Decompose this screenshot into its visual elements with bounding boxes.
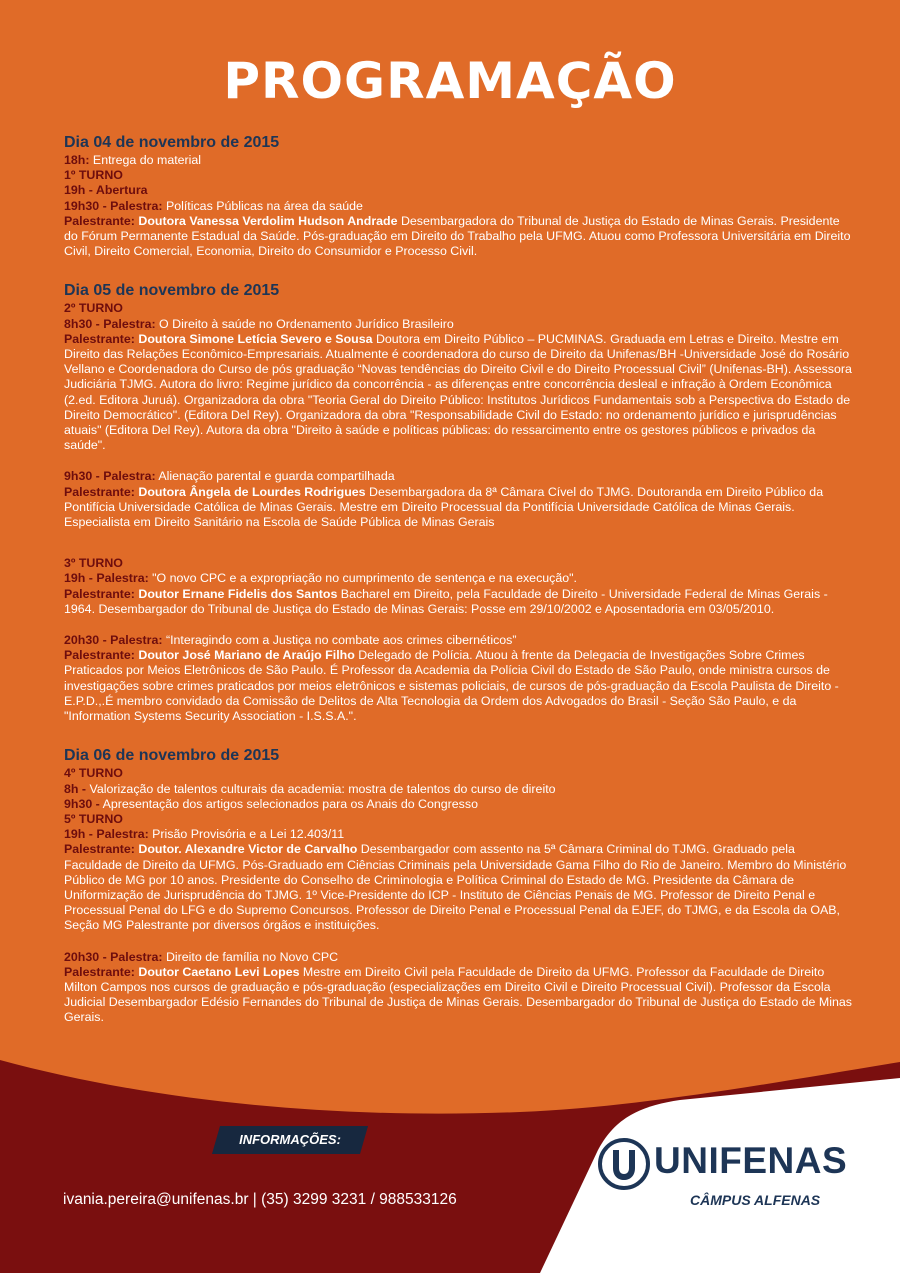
line-label: Palestrante: bbox=[64, 842, 135, 857]
program-line bbox=[64, 571, 854, 586]
line-label: Palestrante: bbox=[64, 484, 135, 499]
program-line bbox=[64, 587, 854, 617]
program-line bbox=[64, 199, 854, 214]
section-gap bbox=[64, 453, 854, 469]
program-line bbox=[64, 633, 854, 648]
line-label: 2º TURNO bbox=[64, 301, 123, 316]
line-label: 3º TURNO bbox=[64, 556, 123, 571]
speaker-name: Doutora Simone Letícia Severo e Sousa bbox=[134, 331, 373, 346]
line-text: Delegado de Polícia. Atuou à frente da Delegacia de Investigações Sobre Crimes Praticados por Meios Eletrônicos de São Paulo. É Professor da Academia da Polícia Civil do Estado de São Paulo, onde ministra cursos de investigações sobre crimes praticados por meios eletrônicos e sistemas policiais, de cursos de pós-graduação da Escola Paulista de Direito - E.P.D.,.É membro convidado da Comissão de Delitos de Alta Tecnologia da Ordem dos Advogados do Brasil - Seção São Paulo, e da "Information Systems Security Association - I.S.S.A.". bbox=[64, 648, 839, 724]
program-line bbox=[64, 317, 854, 332]
line-label: 20h30 - Palestra: bbox=[64, 633, 163, 648]
program-line bbox=[64, 766, 854, 781]
program-line bbox=[64, 214, 854, 260]
speaker-name: Doutor Ernane Fidelis dos Santos bbox=[134, 586, 338, 601]
line-label: 19h - Palestra: bbox=[64, 827, 149, 842]
contact-info: ivania.pereira@unifenas.br | (35) 3299 3231 / 988533126 bbox=[63, 1191, 457, 1208]
line-label: 9h30 - bbox=[64, 796, 100, 811]
line-text: Apresentação dos artigos selecionados para os Anais do Congresso bbox=[99, 796, 478, 811]
line-label: Palestrante: bbox=[64, 331, 135, 346]
program-line bbox=[64, 797, 854, 812]
line-text: Bacharel em Direito, pela Faculdade de Direito - Universidade Federal de Minas Gerais - 1964. Desembargador do Tribunal de Justiça do Estado de Minas Gerais: Posse em 29/10/2002 e Aposentadoria em 03/05/2010. bbox=[64, 586, 828, 616]
program-line bbox=[64, 469, 854, 484]
line-text: Valorização de talentos culturais da academia: mostra de talentos do curso de direito bbox=[86, 781, 556, 796]
page-title: PROGRAMAÇÃO bbox=[223, 52, 677, 110]
speaker-name: Doutor. Alexandre Victor de Carvalho bbox=[134, 842, 358, 857]
program-line bbox=[64, 556, 854, 571]
line-text: O Direito à saúde no Ordenamento Jurídico Brasileiro bbox=[155, 316, 454, 331]
program-line bbox=[64, 183, 854, 198]
program-line bbox=[64, 812, 854, 827]
line-label: 19h30 - Palestra: bbox=[64, 198, 163, 213]
logo-name: UNIFENAS bbox=[654, 1140, 848, 1181]
program-line bbox=[64, 301, 854, 316]
speaker-name: Doutora Ângela de Lourdes Rodrigues bbox=[134, 484, 366, 499]
unifenas-logo-icon bbox=[598, 1138, 650, 1190]
section-gap bbox=[64, 617, 854, 633]
program-line bbox=[64, 485, 854, 531]
info-label: INFORMAÇÕES: bbox=[239, 1132, 341, 1147]
line-label: 18h: bbox=[64, 153, 90, 167]
line-text: Alienação parental e guarda compartilhada bbox=[155, 469, 395, 484]
line-label: 8h - bbox=[64, 781, 87, 796]
line-text: Desembargadora da 8ª Câmara Cível do TJMG. Doutoranda em Direito Público da Pontifícia Universidade Católica de Minas Gerais. Mestre em Direito Processual da Pontifícia Universidade Católica de Minas Gerais. Especialista em Direito Sanitário na Escola de Saúde Pública de Minas Gerais bbox=[64, 484, 824, 530]
program-line bbox=[64, 827, 854, 842]
day-title: Dia 06 de novembro de 2015 bbox=[64, 747, 280, 765]
speaker-name: Doutor Caetano Levi Lopes bbox=[134, 964, 300, 979]
line-label: Palestrante: bbox=[64, 213, 135, 228]
day-title: Dia 05 de novembro de 2015 bbox=[64, 282, 280, 300]
line-label: 1º TURNO bbox=[64, 168, 123, 183]
line-label: 8h30 - Palestra: bbox=[64, 316, 156, 331]
line-text: “Interagindo com a Justiça no combate aos crimes cibernéticos” bbox=[162, 633, 517, 648]
program-line bbox=[64, 153, 854, 168]
line-text: "O novo CPC e a expropriação no cumprimento de sentença e na execução". bbox=[148, 571, 577, 586]
line-label: 20h30 - Palestra: bbox=[64, 949, 163, 964]
line-text: Entrega do material bbox=[89, 153, 202, 167]
program-line bbox=[64, 842, 854, 933]
section-gap bbox=[64, 530, 854, 556]
day-title: Dia 04 de novembro de 2015 bbox=[64, 134, 280, 151]
program-line bbox=[64, 782, 854, 797]
line-text: Políticas Públicas na área da saúde bbox=[162, 198, 363, 213]
line-label: 4º TURNO bbox=[64, 766, 123, 781]
line-label: Palestrante: bbox=[64, 964, 135, 979]
day-gap bbox=[64, 724, 854, 746]
line-text: Desembargador com assento na 5ª Câmara Criminal do TJMG. Graduado pela Faculdade de Direito da UFMG. Pós-Graduado em Ciências Criminais pela Universidade Gama Filho do Rio de Janeiro. Membro do Ministério Público de MG por 10 anos. Presidente do Conselho de Criminologia e Política Criminal do Estado de MG. Presidente da Câmara de Uniformização de Jurisprudência do TJMG. 1º Vice-Presidente do ICP - Instituto de Ciências Penais de MG. Professor de Direito Penal e Processual Penal do LFG e do Supremo Concursos. Professor de Direito Penal e Processual Penal da EJEF, do TJMG, e da Escola da OAB, Seção MG Palestrante por diversos órgãos e instituições. bbox=[64, 842, 847, 933]
line-text: Direito de família no Novo CPC bbox=[162, 949, 339, 964]
speaker-name: Doutora Vanessa Verdolim Hudson Andrade bbox=[134, 213, 398, 228]
line-label: 5º TURNO bbox=[64, 811, 123, 826]
day-gap bbox=[64, 259, 854, 281]
line-text: Mestre em Direito Civil pela Faculdade de Direito da UFMG. Professor da Faculdade de Direito Milton Campos nos cursos de graduação e pós-graduação (especializações em Direito Civil e Direito Processual Civil). Professor da Escola Judicial Desembargador Edésio Fernandes do Tribunal de Justiça de Minas Gerais. Desembargador do Tribunal de Justiça do Estado de Minas Gerais. bbox=[64, 964, 852, 1025]
line-label: 19h - Abertura bbox=[64, 183, 148, 198]
line-label: 19h - Palestra: bbox=[64, 571, 149, 586]
program-line bbox=[64, 965, 854, 1026]
line-text: Desembargadora do Tribunal de Justiça do Estado de Minas Gerais. Presidente do Fórum Permanente Estadual da Saúde. Pós-graduação em Direito do Trabalho pela UFMG. Atuou como Professora Universitária em Direito Civil, Direito Comercial, Economia, Direito do Consumidor e Processo Civil. bbox=[64, 213, 851, 259]
line-text: Prisão Provisória e a Lei 12.403/11 bbox=[148, 827, 345, 842]
line-label: 9h30 - Palestra: bbox=[64, 469, 156, 484]
program-line bbox=[64, 332, 854, 454]
section-gap bbox=[64, 934, 854, 950]
line-label: Palestrante: bbox=[64, 586, 135, 601]
logo-subtitle: CÂMPUS ALFENAS bbox=[690, 1192, 821, 1208]
unifenas-logo bbox=[598, 1136, 848, 1216]
speaker-name: Doutor José Mariano de Araújo Filho bbox=[134, 648, 355, 663]
program-line bbox=[64, 950, 854, 965]
program-line bbox=[64, 168, 854, 183]
line-label: Palestrante: bbox=[64, 648, 135, 663]
line-text: Doutora em Direito Público – PUCMINAS. Graduada em Letras e Direito. Mestre em Direito das Relações Econômico-Empresariais. Atualmente é coordenadora do curso de Direito da Unifenas/BH -Universidade José do Rosário Vellano e Coordenadora do Curso de pós graduação “Novas tendências do Direito Civil e do Direito Processual Civil” (Unifenas-BH). Assessora Judiciária TJMG. Autora do livro: Regime jurídico da concorrência - as diferenças entre concorrência desleal e infração à Ordem Econômica (2.ed. Editora Juruá). Organizadora da obra "Teoria Geral do Direito Público: Institutos Jurídicos Fundamentais sob a Perspectiva do Estado de Direito Democrático". (Editora Del Rey). Organizadora da obra "Responsabilidade Civil do Estado: no ordenamento jurídico e jurisprudências atuais" (Editora Del Rey). Autora da obra "Direito à saúde e políticas públicas: do ressarcimento entre os gestores públicos e privados da saúde". bbox=[64, 331, 852, 453]
program-line bbox=[64, 648, 854, 724]
program-content bbox=[64, 133, 854, 1026]
